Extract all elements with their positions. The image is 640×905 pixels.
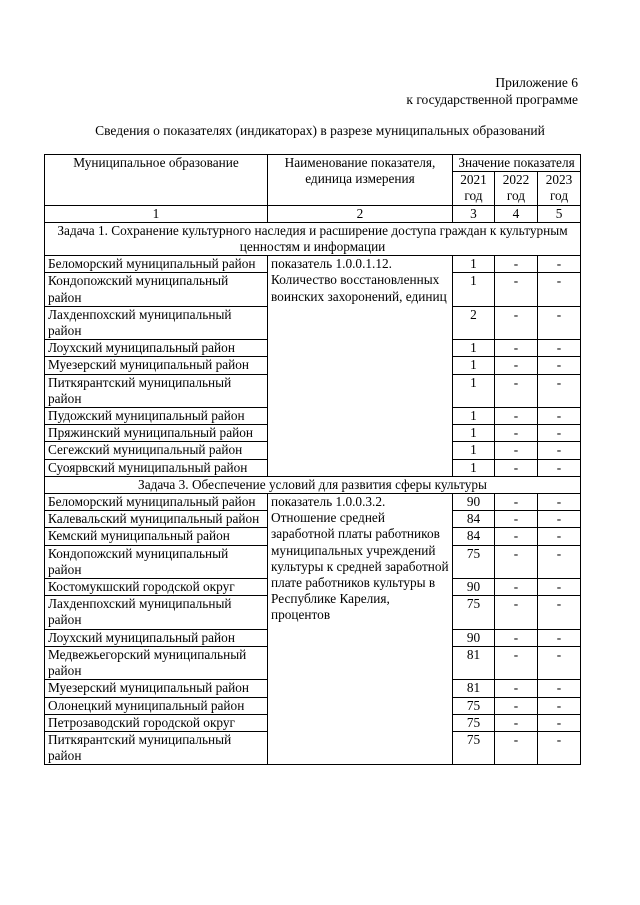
value-cell-2022: - [495, 357, 538, 374]
value-cell-2022: - [495, 340, 538, 357]
value-cell-2023: - [538, 714, 581, 731]
municipality-cell: Лоухский муниципальный район [45, 340, 268, 357]
indicator-cell: показатель 1.0.0.3.2. Отношение средней заработной платы работников муниципальных учреждений культуры к средней заработной плате работников культуры в Республике Карелия, процентов [268, 494, 453, 765]
municipality-cell: Суоярвский муниципальный район [45, 459, 268, 476]
municipality-cell: Петрозаводский городской округ [45, 714, 268, 731]
value-cell-2022: - [495, 459, 538, 476]
table-row [45, 256, 581, 273]
document-title: Сведения о показателях (индикаторах) в разрезе муниципальных образований [95, 123, 545, 138]
value-cell-2021: 90 [453, 629, 495, 646]
value-cell-2023: - [538, 511, 581, 528]
appendix-line-2: к государственной программе [406, 92, 578, 107]
value-cell-2021: 1 [453, 408, 495, 425]
municipality-cell: Калевальский муниципальный район [45, 511, 268, 528]
header-year-2023: 2023 год [538, 172, 581, 205]
task-row [45, 222, 581, 255]
value-cell-2023: - [538, 494, 581, 511]
value-cell-2021: 84 [453, 528, 495, 545]
value-cell-2023: - [538, 680, 581, 697]
municipality-cell: Лахденпохский муниципальный район [45, 306, 268, 339]
header-value: Значение показателя [453, 155, 581, 172]
value-cell-2022: - [495, 680, 538, 697]
value-cell-2021: 1 [453, 442, 495, 459]
municipality-cell: Кондопожский муниципальный район [45, 273, 268, 306]
header-municipality: Муниципальное образование [45, 155, 268, 206]
col-number-5: 5 [538, 205, 581, 222]
municipality-cell: Муезерский муниципальный район [45, 680, 268, 697]
col-number-4: 4 [495, 205, 538, 222]
value-cell-2021: 90 [453, 579, 495, 596]
value-cell-2021: 1 [453, 256, 495, 273]
table-row [45, 494, 581, 511]
indicator-cell: показатель 1.0.0.1.12. Количество восстановленных воинских захоронений, единиц [268, 256, 453, 477]
municipality-cell: Муезерский муниципальный район [45, 357, 268, 374]
value-cell-2023: - [538, 374, 581, 407]
value-cell-2023: - [538, 357, 581, 374]
value-cell-2022: - [495, 511, 538, 528]
value-cell-2021: 81 [453, 680, 495, 697]
value-cell-2022: - [495, 646, 538, 679]
value-cell-2022: - [495, 374, 538, 407]
indicators-table [44, 154, 581, 765]
value-cell-2023: - [538, 697, 581, 714]
task-title: Задача 1. Сохранение культурного наследия и расширение доступа граждан к культурным ценностям и информации [45, 222, 581, 255]
municipality-cell: Лоухский муниципальный район [45, 629, 268, 646]
value-cell-2022: - [495, 528, 538, 545]
municipality-cell: Медвежьегорский муниципальный район [45, 646, 268, 679]
col-number-3: 3 [453, 205, 495, 222]
col-number-2: 2 [268, 205, 453, 222]
value-cell-2023: - [538, 646, 581, 679]
column-number-row [45, 205, 581, 222]
value-cell-2021: 75 [453, 697, 495, 714]
value-cell-2022: - [495, 714, 538, 731]
value-cell-2022: - [495, 545, 538, 578]
value-cell-2021: 1 [453, 273, 495, 306]
value-cell-2021: 1 [453, 357, 495, 374]
value-cell-2023: - [538, 459, 581, 476]
municipality-cell: Сегежский муниципальный район [45, 442, 268, 459]
value-cell-2021: 75 [453, 731, 495, 764]
task-title: Задача 3. Обеспечение условий для развития сферы культуры [45, 476, 581, 493]
value-cell-2023: - [538, 528, 581, 545]
value-cell-2022: - [495, 273, 538, 306]
value-cell-2023: - [538, 256, 581, 273]
value-cell-2021: 75 [453, 714, 495, 731]
task-row [45, 476, 581, 493]
appendix-line-1: Приложение 6 [495, 75, 578, 90]
value-cell-2022: - [495, 425, 538, 442]
value-cell-2021: 1 [453, 374, 495, 407]
municipality-cell: Олонецкий муниципальный район [45, 697, 268, 714]
value-cell-2023: - [538, 273, 581, 306]
value-cell-2022: - [495, 256, 538, 273]
value-cell-2021: 81 [453, 646, 495, 679]
value-cell-2021: 75 [453, 545, 495, 578]
value-cell-2023: - [538, 545, 581, 578]
value-cell-2022: - [495, 579, 538, 596]
value-cell-2022: - [495, 731, 538, 764]
value-cell-2023: - [538, 340, 581, 357]
header-year-2022: 2022 год [495, 172, 538, 205]
value-cell-2022: - [495, 306, 538, 339]
value-cell-2023: - [538, 425, 581, 442]
value-cell-2023: - [538, 408, 581, 425]
value-cell-2022: - [495, 442, 538, 459]
value-cell-2021: 75 [453, 596, 495, 629]
value-cell-2023: - [538, 731, 581, 764]
municipality-cell: Беломорский муниципальный район [45, 494, 268, 511]
appendix-caption [406, 74, 578, 108]
value-cell-2022: - [495, 494, 538, 511]
value-cell-2021: 1 [453, 459, 495, 476]
header-year-2021: 2021 год [453, 172, 495, 205]
municipality-cell: Пудожский муниципальный район [45, 408, 268, 425]
municipality-cell: Кемский муниципальный район [45, 528, 268, 545]
header-row [45, 155, 581, 172]
municipality-cell: Костомукшский городской округ [45, 579, 268, 596]
value-cell-2023: - [538, 596, 581, 629]
value-cell-2022: - [495, 697, 538, 714]
municipality-cell: Беломорский муниципальный район [45, 256, 268, 273]
value-cell-2021: 1 [453, 425, 495, 442]
header-indicator: Наименование показателя, единица измерения [268, 155, 453, 206]
value-cell-2021: 1 [453, 340, 495, 357]
municipality-cell: Лахденпохский муниципальный район [45, 596, 268, 629]
municipality-cell: Пряжинский муниципальный район [45, 425, 268, 442]
value-cell-2021: 90 [453, 494, 495, 511]
col-number-1: 1 [45, 205, 268, 222]
value-cell-2021: 84 [453, 511, 495, 528]
value-cell-2023: - [538, 579, 581, 596]
value-cell-2022: - [495, 629, 538, 646]
value-cell-2023: - [538, 629, 581, 646]
municipality-cell: Кондопожский муниципальный район [45, 545, 268, 578]
value-cell-2023: - [538, 442, 581, 459]
value-cell-2022: - [495, 408, 538, 425]
municipality-cell: Питкярантский муниципальный район [45, 374, 268, 407]
municipality-cell: Питкярантский муниципальный район [45, 731, 268, 764]
value-cell-2022: - [495, 596, 538, 629]
value-cell-2021: 2 [453, 306, 495, 339]
value-cell-2023: - [538, 306, 581, 339]
